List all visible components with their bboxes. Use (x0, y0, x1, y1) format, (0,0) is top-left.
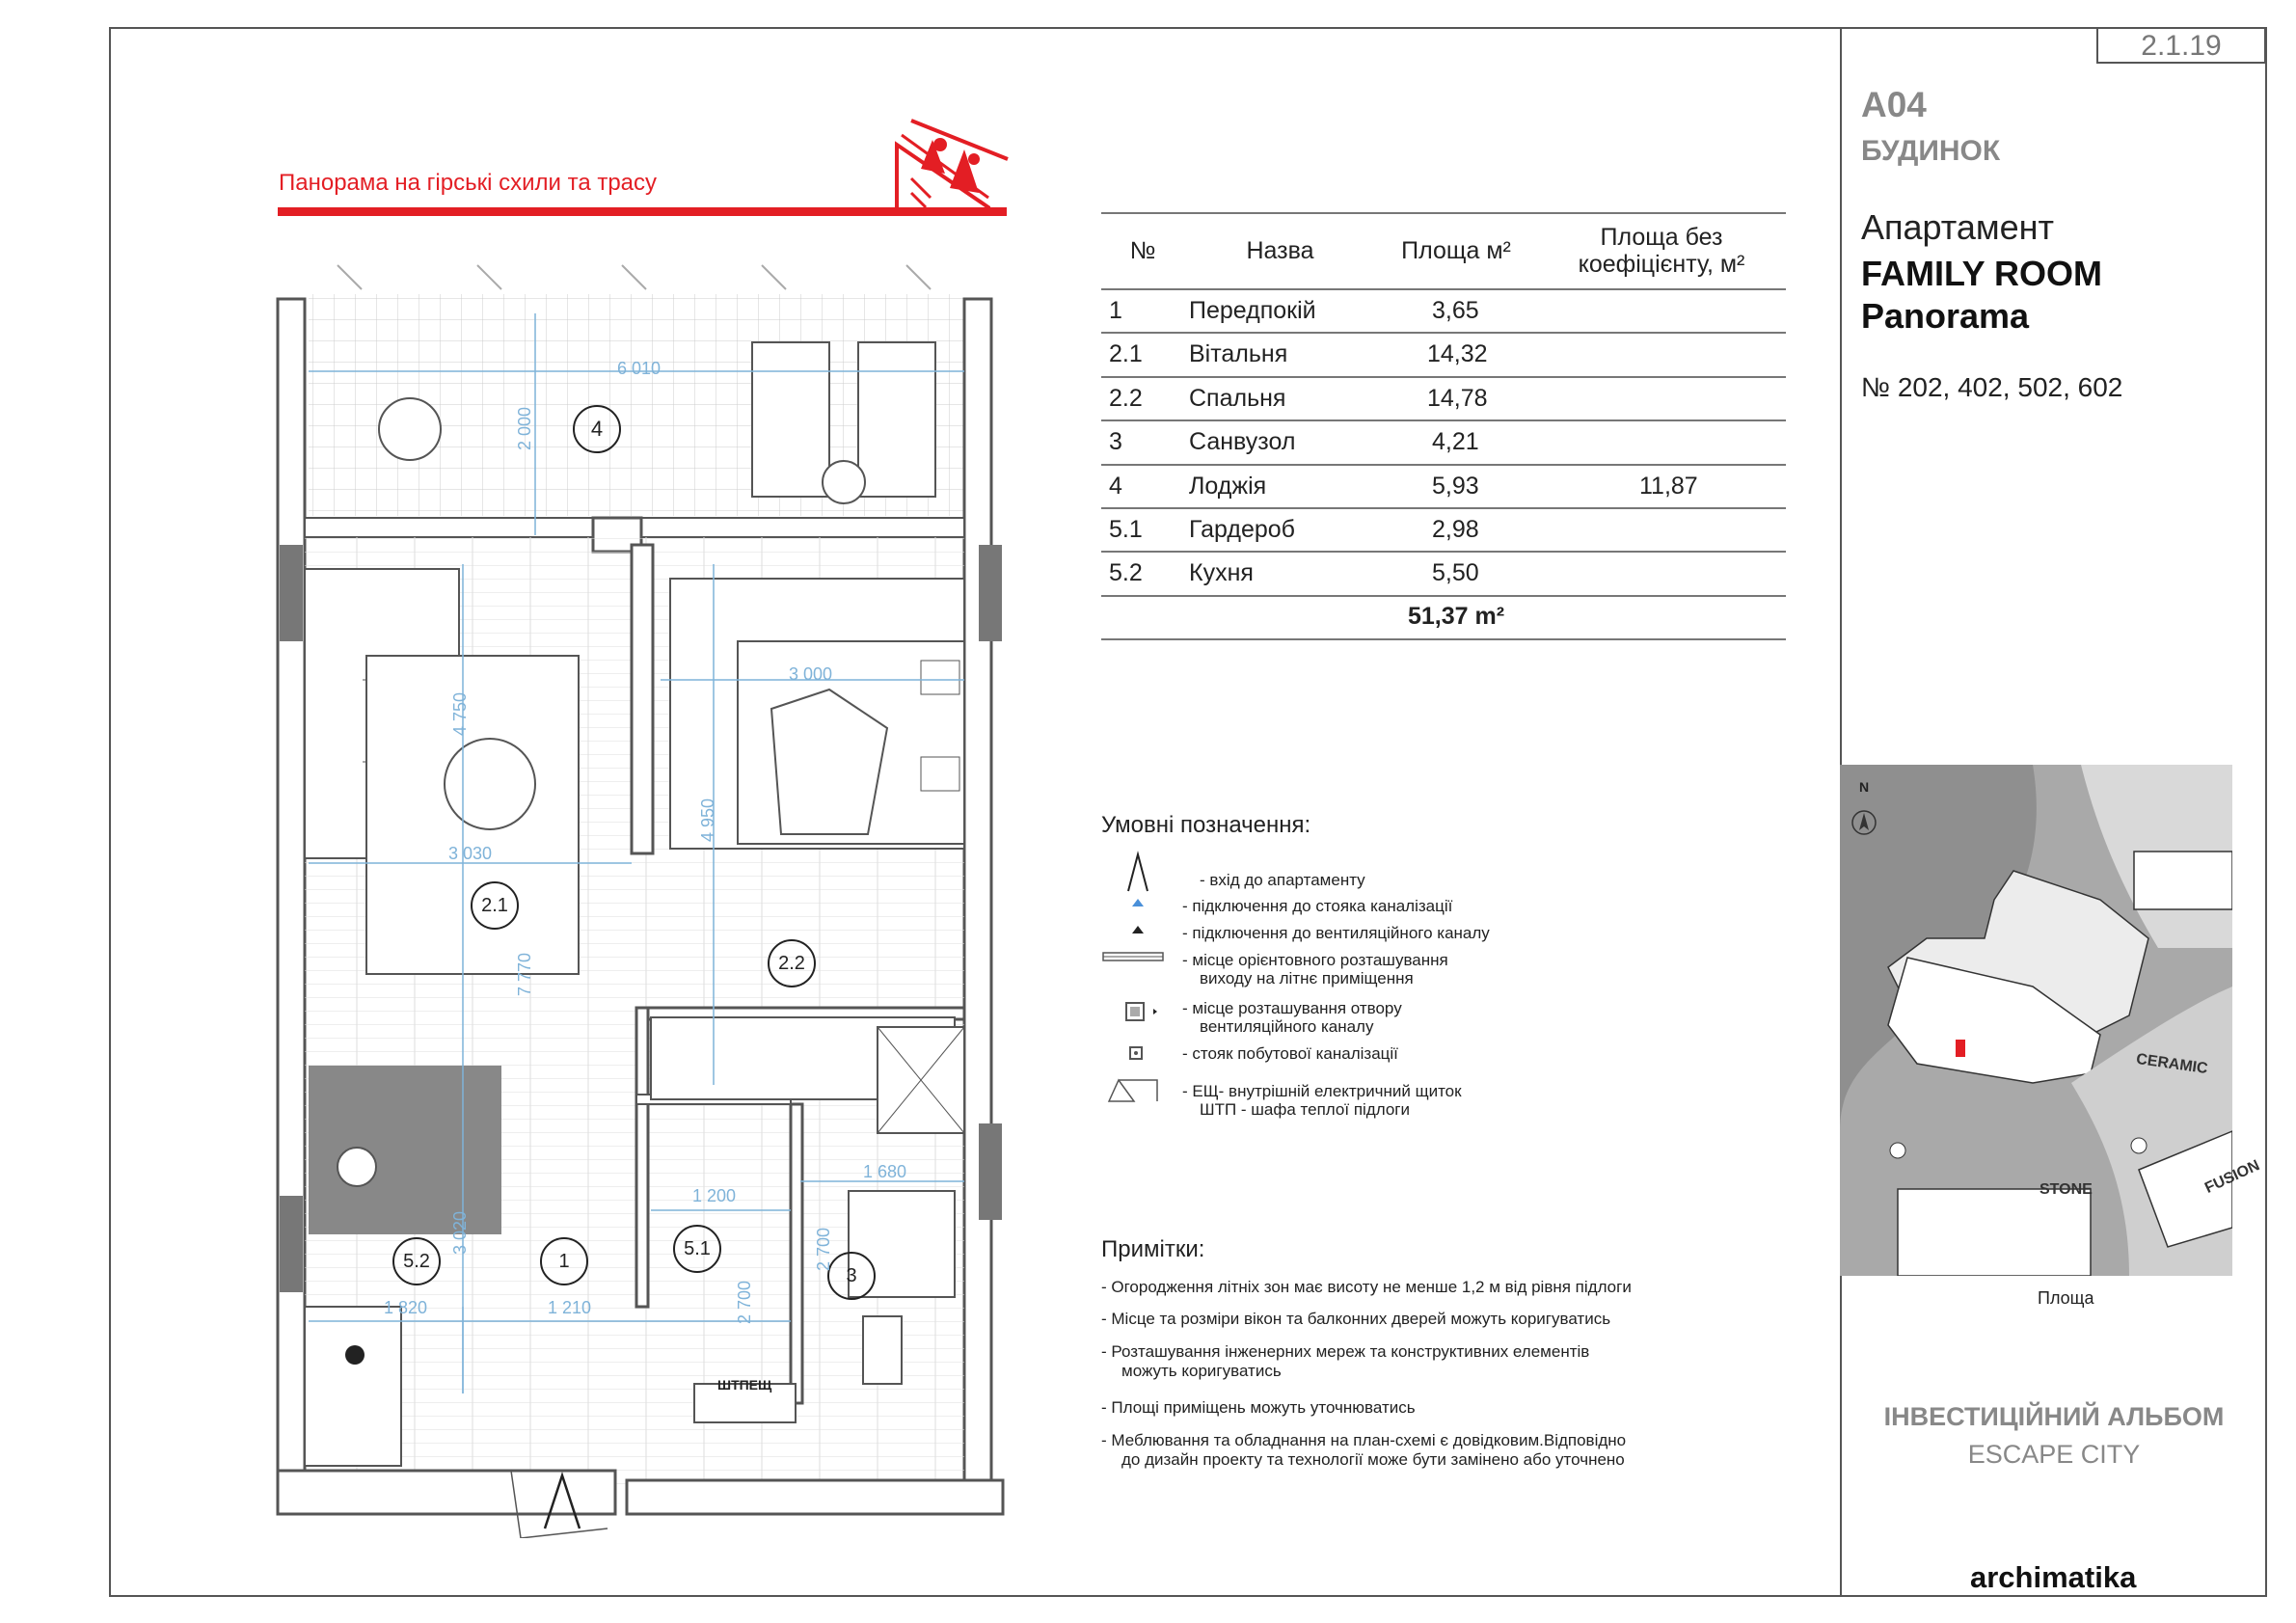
map-label-fusion: FUSION (2202, 1157, 2263, 1198)
legend-item: вентиляційного каналу (1200, 1017, 1374, 1036)
row-name: Вітальня (1189, 340, 1288, 367)
row-name: Санвузол (1189, 428, 1296, 455)
row-area: 4,21 (1432, 428, 1479, 455)
dim-label: 1 210 (548, 1298, 592, 1317)
site-map (1840, 765, 2232, 1276)
row-num: 2.2 (1109, 385, 1143, 412)
row-name: Лоджія (1189, 473, 1267, 500)
row-area: 3,65 (1432, 297, 1479, 324)
note-item: можуть коригуватись (1121, 1362, 1282, 1380)
apartment-name: FAMILY ROOM (1861, 254, 2103, 293)
legend-item: - ЕЩ- внутрішній електричний щиток (1182, 1082, 1462, 1100)
note-item: - Огородження літніх зон має висоту не менше 1,2 м від рівня підлоги (1101, 1278, 1632, 1296)
row-area: 5,93 (1432, 473, 1479, 500)
album-subtitle: ESCAPE CITY (1967, 1440, 2141, 1469)
map-label-ceramic: CERAMIC (2135, 1050, 2209, 1078)
exit-icon (1103, 953, 1163, 960)
table-rule (1101, 464, 1786, 466)
row-area: 14,32 (1427, 340, 1488, 367)
legend-item: - вхід до апартаменту (1200, 871, 1365, 889)
map-north: N (1859, 779, 1870, 795)
row-num: 3 (1109, 428, 1122, 455)
entrance-icon (1128, 854, 1148, 891)
table-rule (1101, 419, 1786, 421)
room-label-1: 1 (540, 1237, 588, 1285)
legend-title: Умовні позначення: (1101, 812, 1311, 838)
panorama-caption: Панорама на гірські схили та трасу (279, 170, 658, 196)
table-header-area: Площа м² (1401, 237, 1511, 264)
map-label-square: Площа (2038, 1288, 2094, 1308)
legend-item: ШТП - шафа теплої підлоги (1200, 1100, 1410, 1119)
row-num: 5.1 (1109, 516, 1143, 543)
vent-icon (1132, 926, 1144, 933)
legend-item: - місце орієнтовного розташування (1182, 951, 1448, 969)
floor-plan (270, 256, 1022, 1538)
row-name: Кухня (1189, 559, 1254, 586)
table-total: 51,37 m² (1408, 603, 1505, 630)
vent-opening-icon (1126, 1003, 1157, 1020)
room-label-2-1: 2.1 (471, 881, 519, 930)
row-name: Спальня (1189, 385, 1286, 412)
dim-label: 2 000 (515, 406, 535, 451)
table-rule (1101, 212, 1786, 214)
dim-label: 6 010 (617, 359, 662, 378)
row-area: 14,78 (1427, 385, 1488, 412)
apartment-type-label: Апартамент (1861, 207, 2055, 247)
dim-label: 2 700 (735, 1280, 755, 1325)
building-label: БУДИНОК (1861, 135, 2001, 167)
table-rule (1101, 595, 1786, 597)
sewer-riser-icon (1130, 1047, 1142, 1059)
mountain-icon (892, 101, 1013, 212)
table-header-area-no-coef: Площа без коефіцієнту, м² (1578, 224, 1745, 278)
dim-label: 3 020 (450, 1210, 471, 1256)
room-label-5-2: 5.2 (392, 1237, 441, 1285)
album-title: ІНВЕСТИЦІЙНИЙ АЛЬБОМ (1883, 1402, 2225, 1431)
room-label-3: 3 (827, 1252, 876, 1300)
table-rule (1101, 507, 1786, 509)
shtpeshch-label: ШТПЕЩ (717, 1377, 772, 1393)
dim-label: 1 820 (384, 1298, 428, 1317)
row-name: Передпокій (1189, 297, 1316, 324)
row-num: 2.1 (1109, 340, 1143, 367)
dim-label: 1 200 (692, 1186, 737, 1205)
dim-label: 7 770 (515, 952, 535, 997)
legend-symbols (1099, 849, 1167, 1119)
table-rule (1101, 288, 1786, 290)
table-rule (1101, 551, 1786, 553)
row-name: Гардероб (1189, 516, 1295, 543)
note-item: - Площі приміщень можуть уточнюватись (1101, 1398, 1416, 1417)
panel-icon (1109, 1080, 1157, 1101)
room-label-2-2: 2.2 (768, 939, 816, 987)
notes-title: Примітки: (1101, 1236, 1205, 1262)
room-label-5-1: 5.1 (673, 1225, 721, 1273)
dim-label: 1 680 (863, 1162, 907, 1181)
row-num: 5.2 (1109, 559, 1143, 586)
dim-label: 3 000 (789, 664, 833, 684)
legend-item: - підключення до стояка каналізації (1182, 897, 1453, 915)
legend-item: - місце розташування отвору (1182, 999, 1402, 1017)
apartment-subname: Panorama (1861, 296, 2030, 336)
dim-label: 4 950 (698, 798, 718, 843)
table-header-num: № (1129, 237, 1156, 264)
note-item: - Місце та розміри вікон та балконних дверей можуть коригуватись (1101, 1310, 1611, 1328)
row-area: 5,50 (1432, 559, 1479, 586)
map-label-stone: STONE (2039, 1181, 2093, 1198)
legend-item: виходу на літнє приміщення (1200, 969, 1414, 987)
legend-item: - стояк побутової каналізації (1182, 1044, 1398, 1063)
dim-label: 3 030 (448, 844, 493, 863)
dim-label: 2 700 (814, 1227, 834, 1272)
archimatika-logo: archimatika (1970, 1560, 2137, 1594)
note-item: - Розташування інженерних мереж та конструктивних елементів (1101, 1342, 1590, 1361)
table-rule (1101, 638, 1786, 640)
dim-label: 4 750 (450, 691, 471, 737)
row-area-no-coef: 11,87 (1639, 473, 1698, 500)
note-item: до дизайн проекту та технології може бути замінено або уточнено (1121, 1450, 1625, 1469)
table-rule (1101, 332, 1786, 334)
row-num: 4 (1109, 473, 1122, 500)
table-rule (1101, 376, 1786, 378)
row-area: 2,98 (1432, 516, 1479, 543)
legend-item: - підключення до вентиляційного каналу (1182, 924, 1490, 942)
page-number: 2.1.19 (2096, 27, 2266, 64)
room-label-4: 4 (573, 405, 621, 453)
sewer-icon (1132, 899, 1144, 906)
row-num: 1 (1109, 297, 1122, 324)
table-header-name: Назва (1246, 237, 1314, 264)
apartment-numbers: № 202, 402, 502, 602 (1861, 372, 2123, 402)
note-item: - Меблювання та обладнання на план-схемі є довідковим.Відповідно (1101, 1431, 1627, 1449)
building-code: A04 (1861, 85, 1927, 124)
